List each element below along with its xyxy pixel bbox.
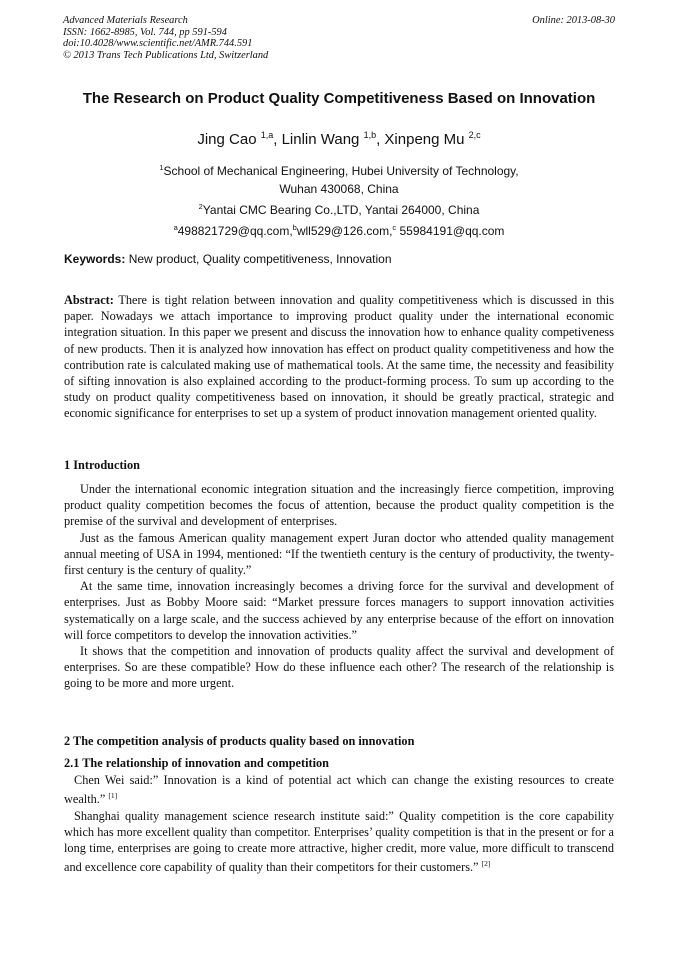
affiliations <box>0 159 678 240</box>
paragraph: At the same time, innovation increasingly becomes a driving force for the survival and development of enterprises. Just as Bobby Moore said: “Market pressure forces managers to support innovation activities systematically on a large scale, and the success achieved by any enterprise because of the effort on innovation will force competitors to develop the innovation activities.” <box>64 579 614 642</box>
abstract-label: Abstract: <box>64 293 114 307</box>
affiliation-text: School of Mechanical Engineering, Hubei University of Technology, <box>163 164 519 178</box>
email-mark: b <box>292 223 297 232</box>
citation-ref: [2] <box>481 859 491 869</box>
author-list: Jing Cao $^{1,a}$, Linlin Wang $^{1,b}$, Xinpeng Mu $^{2,c}$ <box>197 130 481 148</box>
keywords <box>64 252 615 266</box>
journal-header <box>63 15 615 61</box>
paragraph: Just as the famous American quality management expert Juran doctor who attended quality management annual meeting of USA in 1994, mentioned: “If the twentieth century is the century of productivity, the twenty-first century is the century of quality.” <box>64 530 614 578</box>
abstract <box>64 292 614 422</box>
author-affil-mark: 1,a <box>260 130 274 140</box>
author-name: Jing Cao <box>197 131 257 148</box>
citation-ref: [1] <box>108 791 118 801</box>
section-2-1-body <box>64 772 614 875</box>
section-1-heading: 1 Introduction <box>64 458 140 472</box>
affiliation-2 <box>0 198 678 219</box>
email-address: wll529@126.com, <box>296 224 393 238</box>
section-2-1-heading: 2.1 The relationship of innovation and competition <box>64 756 329 770</box>
email-mark: a <box>173 223 178 232</box>
doi-line: doi:10.4028/www.scientific.net/AMR.744.591 <box>63 38 253 50</box>
keywords-text: New product, Quality competitiveness, Innovation <box>125 252 392 266</box>
issn-line: ISSN: 1662-8985, Vol. 744, pp 591-594 <box>63 26 227 38</box>
affiliation-text: Yantai CMC Bearing Co.,LTD, Yantai 264000, China <box>202 203 480 217</box>
online-date: Online: 2013-08-30 <box>532 15 615 26</box>
affiliation-1-city: Wuhan 430068, China <box>279 182 399 196</box>
email-address: 498821729@qq.com, <box>177 224 293 238</box>
email-address: 55984191@qq.com <box>396 224 505 238</box>
email-line <box>0 219 678 240</box>
paragraph-text: Chen Wei said:” Innovation is a kind of potential act which can change the existing resources to create wealth.” <box>64 773 614 807</box>
paragraph-text: Shanghai quality management science research institute said:” Quality competition is the core capability which has more excellent quality than competitor. Enterprises’ quality competition is that in the present or for a long time, enterprises are going to create more attractive, higher credit, more value, more difficult to transcend and excellence core capability of quality than their competitors for their customers.” <box>64 808 614 875</box>
copyright-line: © 2013 Trans Tech Publications Ltd, Switzerland <box>63 49 269 61</box>
keywords-label: Keywords: <box>64 252 126 266</box>
paragraph <box>64 772 614 808</box>
paragraph <box>64 808 614 876</box>
journal-name: Advanced Materials Research <box>63 15 188 26</box>
affiliation-mark: 2 <box>198 202 203 211</box>
email-mark: c <box>392 223 397 232</box>
paragraph: Under the international economic integration situation and the increasingly fierce competition, improving product quality competition becomes the focus of attention, because the product quality competition is the premise of the survival and development of enterprises. <box>64 482 614 529</box>
author-affil-mark: 1,b <box>363 130 377 140</box>
paper-title: The Research on Product Quality Competitiveness Based on Innovation <box>82 90 596 107</box>
author-affil-mark: 2,c <box>468 130 481 140</box>
section-1-body <box>64 481 614 692</box>
affiliation-mark: 1 <box>159 163 164 172</box>
paragraph: It shows that the competition and innovation of products quality affect the survival and development of enterprises. So are these compatible? How do these influence each other? The research of the relationship is going to be more and more urgent. <box>64 644 614 691</box>
affiliation-1 <box>0 159 678 180</box>
section-2-heading: 2 The competition analysis of products quality based on innovation <box>64 734 415 748</box>
abstract-text: There is tight relation between innovation and quality competitiveness which is discussed in this paper. Nowadays we attach importance to improving product quality under the international economic integration situation. In this paper we present and discuss the innovation how to enhance quality competiveness of new products. Then it is analyzed how innovation has effect on product quality competitiveness and how the contribution rate is calculated making use of mathematical tools. At the same time, the necessity and feasibility of sifting innovation is also explained according to the product-forming process. To sum up according to the study on product quality competitiveness based on innovation, it should be greatly practical, strategic and economic significance for enterprises to set up a system of product innovation management oriented quality. <box>64 293 614 421</box>
author-name: Xinpeng Mu <box>384 131 465 148</box>
author-name: Linlin Wang <box>281 131 360 148</box>
